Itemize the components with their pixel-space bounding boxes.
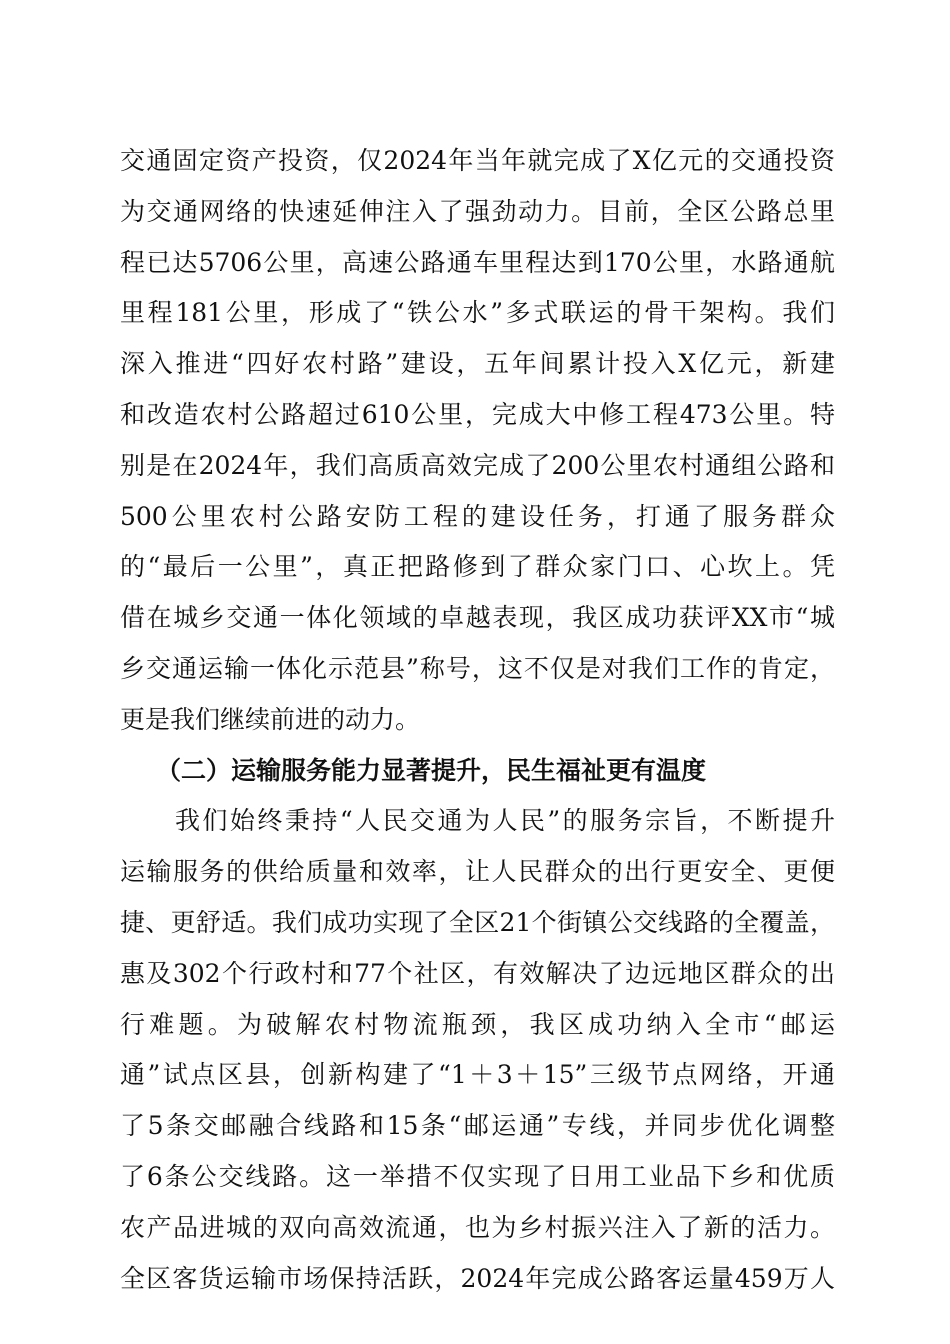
- section-heading: （二）运输服务能力显著提升，民生福祉更有温度: [156, 755, 707, 785]
- paragraph-line: 为交通网络的快速延伸注入了强劲动力。目前，全区公路总里: [120, 196, 835, 226]
- paragraph-line: 交通固定资产投资，仅2024年当年就完成了X亿元的交通投资: [120, 146, 835, 175]
- paragraph-1: [120, 136, 835, 746]
- paragraph-line: 乡交通运输一体化示范县”称号，这不仅是对我们工作的肯定，: [120, 653, 835, 683]
- paragraph-line: 程已达5706公里，高速公路通车里程达到170公里，水路通航: [120, 247, 835, 277]
- paragraph-line: 借在城乡交通一体化领域的卓越表现，我区成功获评XX市“城: [120, 603, 835, 633]
- paragraph-line: 行难题。为破解农村物流瓶颈，我区成功纳入全市“邮运: [120, 1009, 835, 1039]
- paragraph-line: 了5条交邮融合线路和15条“邮运通”专线，并同步优化调整: [120, 1111, 835, 1141]
- body-text: [120, 136, 835, 1304]
- paragraph-line: 农产品进城的双向高效流通，也为乡村振兴注入了新的活力。: [120, 1212, 835, 1242]
- paragraph-line: 惠及302个行政村和77个社区，有效解决了边远地区群众的出: [120, 958, 835, 988]
- paragraph-line: 捷、更舒适。我们成功实现了全区21个街镇公交线路的全覆盖，: [120, 907, 835, 937]
- paragraph-line: 全区客货运输市场保持活跃，2024年完成公路客运量459万人: [120, 1263, 835, 1293]
- paragraph-line: 通”试点区县，创新构建了“1＋3＋15”三级节点网络，开通: [120, 1060, 835, 1090]
- paragraph-line: 的“最后一公里”，真正把路修到了群众家门口、心坎上。凭: [120, 552, 835, 582]
- paragraph-line: 里程181公里，形成了“铁公水”多式联运的骨干架构。我们: [120, 298, 835, 328]
- paragraph-line: 深入推进“四好农村路”建设，五年间累计投入X亿元，新建: [120, 349, 835, 379]
- paragraph-line: 运输服务的供给质量和效率，让人民群众的出行更安全、更便: [120, 857, 835, 887]
- paragraph-2: [120, 796, 835, 1304]
- paragraph-line: 更是我们继续前进的动力。: [120, 704, 421, 734]
- paragraph-line: 了6条公交线路。这一举措不仅实现了日用工业品下乡和优质: [120, 1161, 835, 1191]
- paragraph-line: 500公里农村公路安防工程的建设任务，打通了服务群众: [120, 501, 835, 531]
- paragraph-line: 和改造农村公路超过610公里，完成大中修工程473公里。特: [120, 399, 835, 429]
- paragraph-line: 我们始终秉持“人民交通为人民”的服务宗旨，不断提升: [120, 806, 835, 836]
- paragraph-line: 别是在2024年，我们高质高效完成了200公里农村通组公路和: [120, 450, 835, 480]
